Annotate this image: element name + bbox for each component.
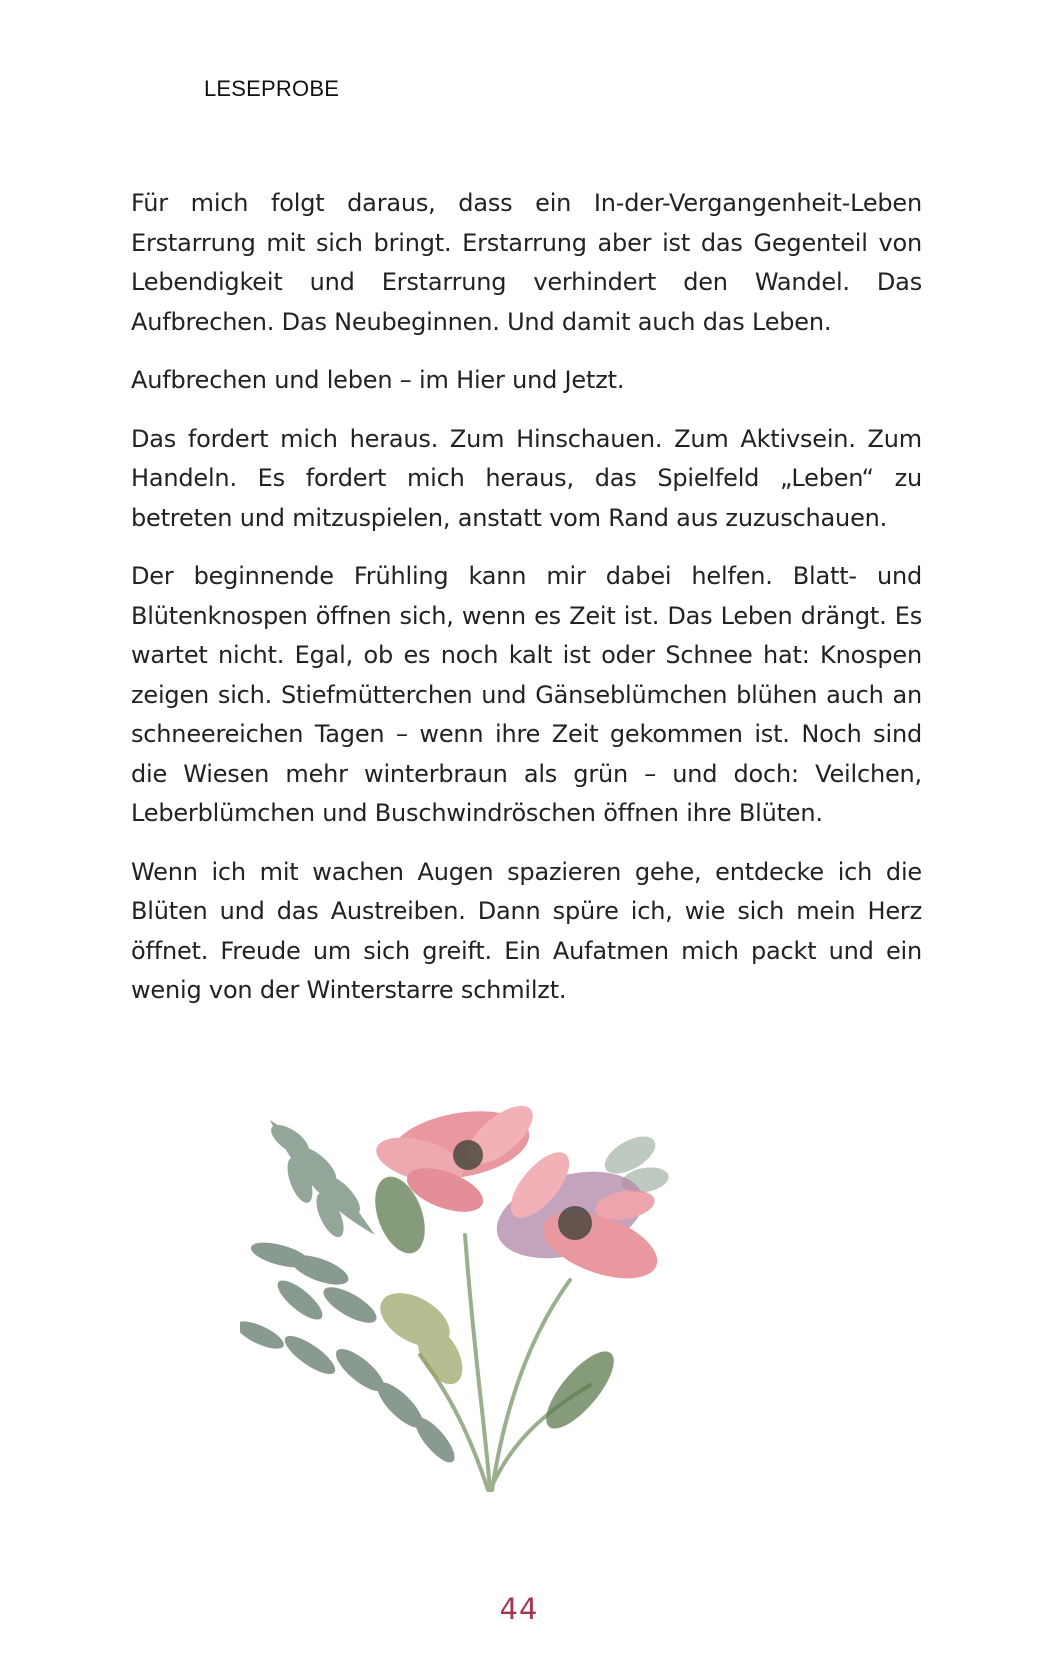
paragraph-4: Der beginnende Frühling kann mir dabei helfen. Blatt- und Blütenknospen öffnen sich, wenn es Zeit ist. Das Leben drängt. Es wartet nicht. Egal, ob es noch kalt ist oder Schnee hat: Knospen zeigen sich. Stiefmütterchen und Gänseblümchen blühen auch an schneereichen Tagen – wenn ihre Zeit gekommen ist. Noch sind die Wiesen mehr winterbraun als grün – und doch: Veilchen, Leberblümchen und Buschwindröschen öffnen ihre Blüten. bbox=[131, 562, 922, 827]
paragraph-1: Für mich folgt daraus, dass ein In-der-Vergangenheit-Leben Erstarrung mit sich bringt. Erstarrung aber ist das Gegenteil von Lebendigkeit und Erstarrung verhindert den Wandel. Das Aufbrechen. Das Neubeginnen. Und damit auch das Leben. bbox=[131, 189, 922, 336]
page-number: 44 bbox=[499, 1592, 539, 1626]
paragraph-2: Aufbrechen und leben – im Hier und Jetzt. bbox=[131, 366, 625, 394]
paragraph-3: Das fordert mich heraus. Zum Hinschauen. Zum Aktivsein. Zum Handeln. Es fordert mich heraus, das Spielfeld „Leben“ zu betreten und mitzuspielen, anstatt vom Rand aus zuzuschauen. bbox=[131, 424, 922, 532]
running-header: LESEPROBE bbox=[204, 76, 340, 101]
watercolor-flowers-icon bbox=[240, 1105, 740, 1505]
body-text bbox=[131, 184, 922, 1030]
paragraph-5: Wenn ich mit wachen Augen spazieren gehe, entdecke ich die Blüten und das Austreiben. Dann spüre ich, wie sich mein Herz öffnet. Freude um sich greift. Ein Aufatmen mich packt und ein wenig von der Winterstarre schmilzt. bbox=[131, 857, 922, 1004]
